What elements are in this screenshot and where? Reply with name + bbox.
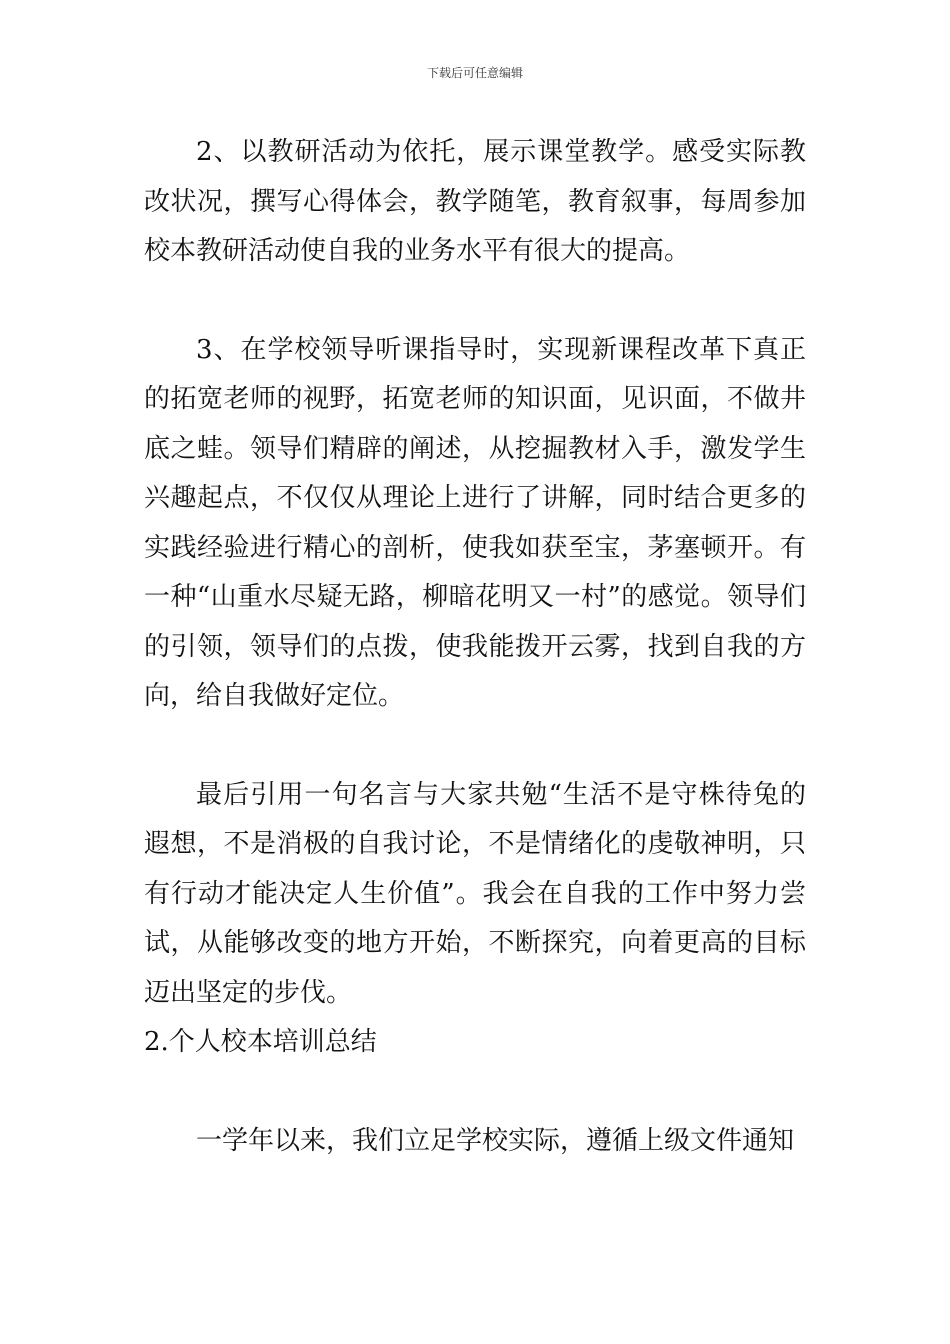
paragraph-leadership-guidance: 3、在学校领导听课指导时，实现新课程改革下真正的拓宽老师的视野，拓宽老师的知识面，见识面，不做井底之蛙。领导们精辟的阐述，从挖掘教材入手，激发学生兴趣起点，不仅仅从理论上进行了讲解，同时结合更多的实践经验进行精心的剖析，使我如获至宝，茅塞顿开。有一种“山重水尽疑无路，柳暗花明又一村”的感觉。领导们的引领，领导们的点拨，使我能拨开云雾，找到自我的方向，给自我做好定位。 [144, 334, 806, 711]
section-heading: 2.个人校本培训总结 [144, 1027, 377, 1057]
paragraph-closing-quote: 最后引用一句名言与大家共勉“生活不是守株待兔的遐想，不是消极的自我讨论，不是情绪化的虔敬神明，只有行动才能决定人生价值”。我会在自我的工作中努力尝试，从能够改变的地方开始，不断探究，向着更高的目标迈出坚定的步伐。 [144, 779, 806, 1008]
paragraph-teaching-research: 2、以教研活动为依托，展示课堂教学。感受实际教改状况，撰写心得体会，教学随笔，教育叙事，每周参加校本教研活动使自我的业务水平有很大的提高。 [144, 137, 806, 266]
page-header: 下载后可任意编辑 [426, 66, 523, 80]
document-body [144, 128, 806, 1166]
paragraph-school-year: 一学年以来，我们立足学校实际，遵循上级文件通知 [196, 1125, 795, 1156]
